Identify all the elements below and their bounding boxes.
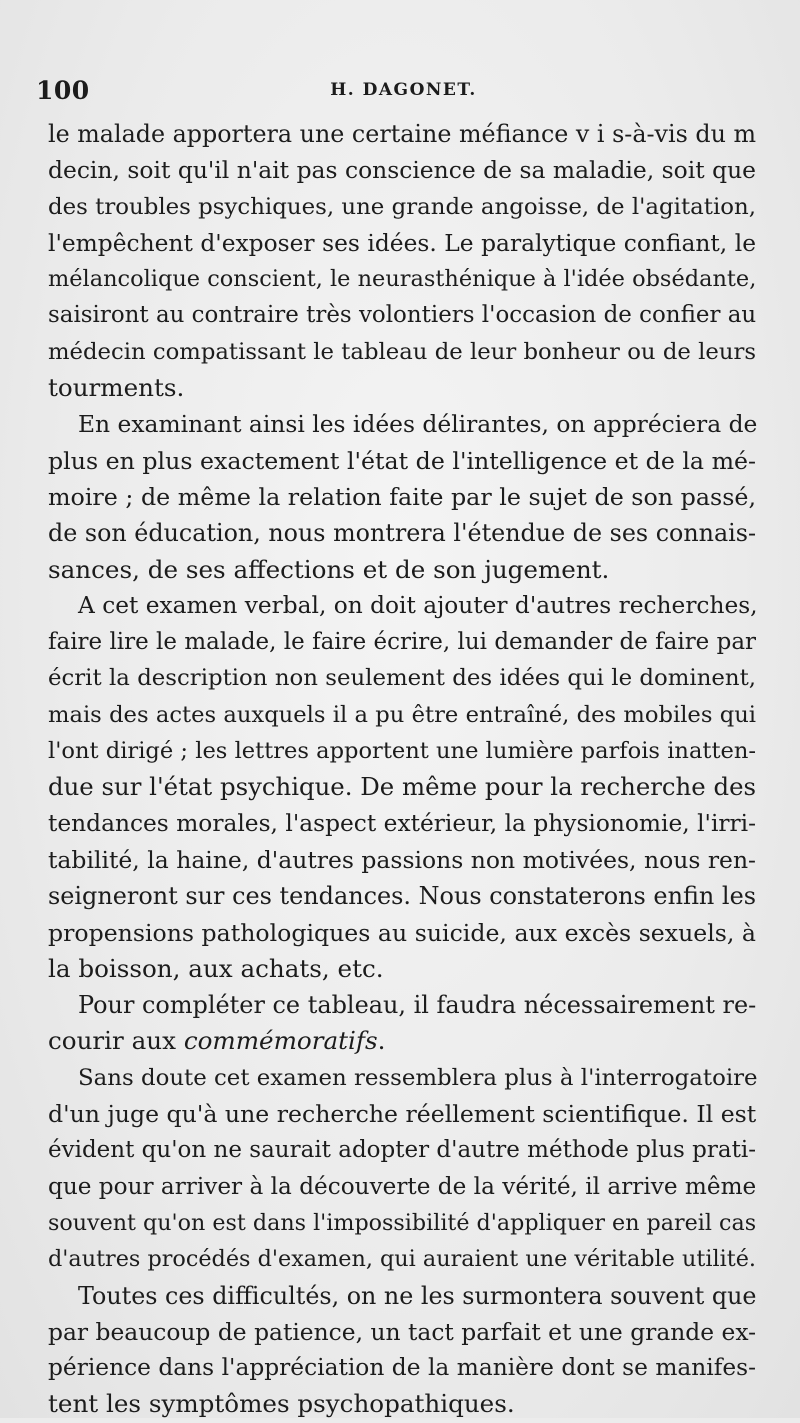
- text-line: Toutes ces difficultés, on ne les surmontera souvent que: [78, 1281, 757, 1310]
- text-line: la boisson, aux achats, etc.: [48, 953, 384, 983]
- text-line: tabilité, la haine, d'autres passions non motivées, nous ren-: [48, 845, 756, 874]
- text-line: par beaucoup de patience, un tact parfait et une grande ex-: [48, 1317, 756, 1346]
- text-line: seigneront sur ces tendances. Nous constaterons enfin les: [48, 882, 756, 911]
- page-number: 100: [36, 76, 90, 105]
- text-line: d'autres procédés d'examen, qui auraient une véritable utilité.: [48, 1246, 756, 1273]
- text-line: l'ont dirigé ; les lettres apportent une lumière parfois inatten-: [48, 738, 756, 765]
- text-line: que pour arriver à la découverte de la vérité, il arrive même: [48, 1173, 757, 1200]
- paragraph: [48, 1060, 756, 1278]
- text-line: [48, 1023, 756, 1059]
- italic-term: commémoratifs: [183, 1026, 378, 1056]
- text-line: faire lire le malade, le faire écrire, lui demander de faire par: [48, 629, 756, 656]
- paragraph: [48, 987, 756, 1060]
- paragraph: [48, 1278, 756, 1423]
- text-span: courir aux: [48, 1026, 184, 1056]
- text-line: decin, soit qu'il n'ait pas conscience de sa maladie, soit que: [48, 156, 756, 185]
- text-line: médecin compatissant le tableau de leur bonheur ou de leurs: [48, 338, 756, 365]
- text-line: sances, de ses affections et de son jugement.: [48, 554, 610, 584]
- text-line: mais des actes auxquels il a pu être entraîné, des mobiles qui: [48, 701, 756, 728]
- text-line: périence dans l'appréciation de la manière dont se manifes-: [48, 1354, 756, 1382]
- running-head: H. DAGONET.: [330, 80, 477, 100]
- text-line: évident qu'on ne saurait adopter d'autre méthode plus prati-: [48, 1137, 756, 1164]
- paragraph: [48, 116, 756, 406]
- text-line: En examinant ainsi les idées délirantes, on appréciera de: [78, 410, 758, 439]
- text-line: A cet examen verbal, on doit ajouter d'autres recherches,: [78, 591, 758, 619]
- text-line: tourments.: [48, 373, 185, 403]
- text-line: plus en plus exactement l'état de l'intelligence et de la mé-: [48, 446, 756, 475]
- paragraph: [48, 406, 756, 587]
- text-line: d'un juge qu'à une recherche réellement scientifique. Il est: [48, 1100, 757, 1129]
- text-span: .: [377, 1026, 386, 1056]
- text-line: écrit la description non seulement des idées qui le dominent,: [48, 665, 756, 692]
- text-line: l'empêchent d'exposer ses idées. Le paralytique confiant, le: [48, 228, 756, 257]
- text-line: moire ; de même la relation faite par le sujet de son passé,: [48, 482, 756, 511]
- text-line: tendances morales, l'aspect extérieur, la physionomie, l'irri-: [48, 809, 756, 837]
- text-line: saisiront au contraire très volontiers l'occasion de confier au: [48, 302, 757, 329]
- text-line: mélancolique conscient, le neurasthénique à l'idée obsédante,: [48, 266, 757, 293]
- text-line: Sans doute cet examen ressemblera plus à l'interrogatoire: [78, 1064, 758, 1091]
- paragraph: [48, 588, 756, 987]
- text-line: propensions pathologiques au suicide, aux excès sexuels, à: [48, 918, 756, 947]
- text-line: tent les symptômes psychopathiques.: [48, 1389, 515, 1419]
- text-line: Pour compléter ce tableau, il faudra nécessairement re-: [78, 991, 757, 1020]
- text-line: souvent qu'on est dans l'impossibilité d'appliquer en pareil cas: [48, 1209, 757, 1236]
- text-line: le malade apportera une certaine méfiance v i s-à-vis du m: [48, 120, 756, 148]
- page-header: [36, 72, 771, 112]
- text-line: des troubles psychiques, une grande angoisse, de l'agitation,: [48, 193, 756, 220]
- text-line: de son éducation, nous montrera l'étendue de ses connais-: [48, 519, 756, 548]
- text-line: due sur l'état psychique. De même pour la recherche des: [48, 772, 756, 802]
- body-text: [48, 116, 756, 1423]
